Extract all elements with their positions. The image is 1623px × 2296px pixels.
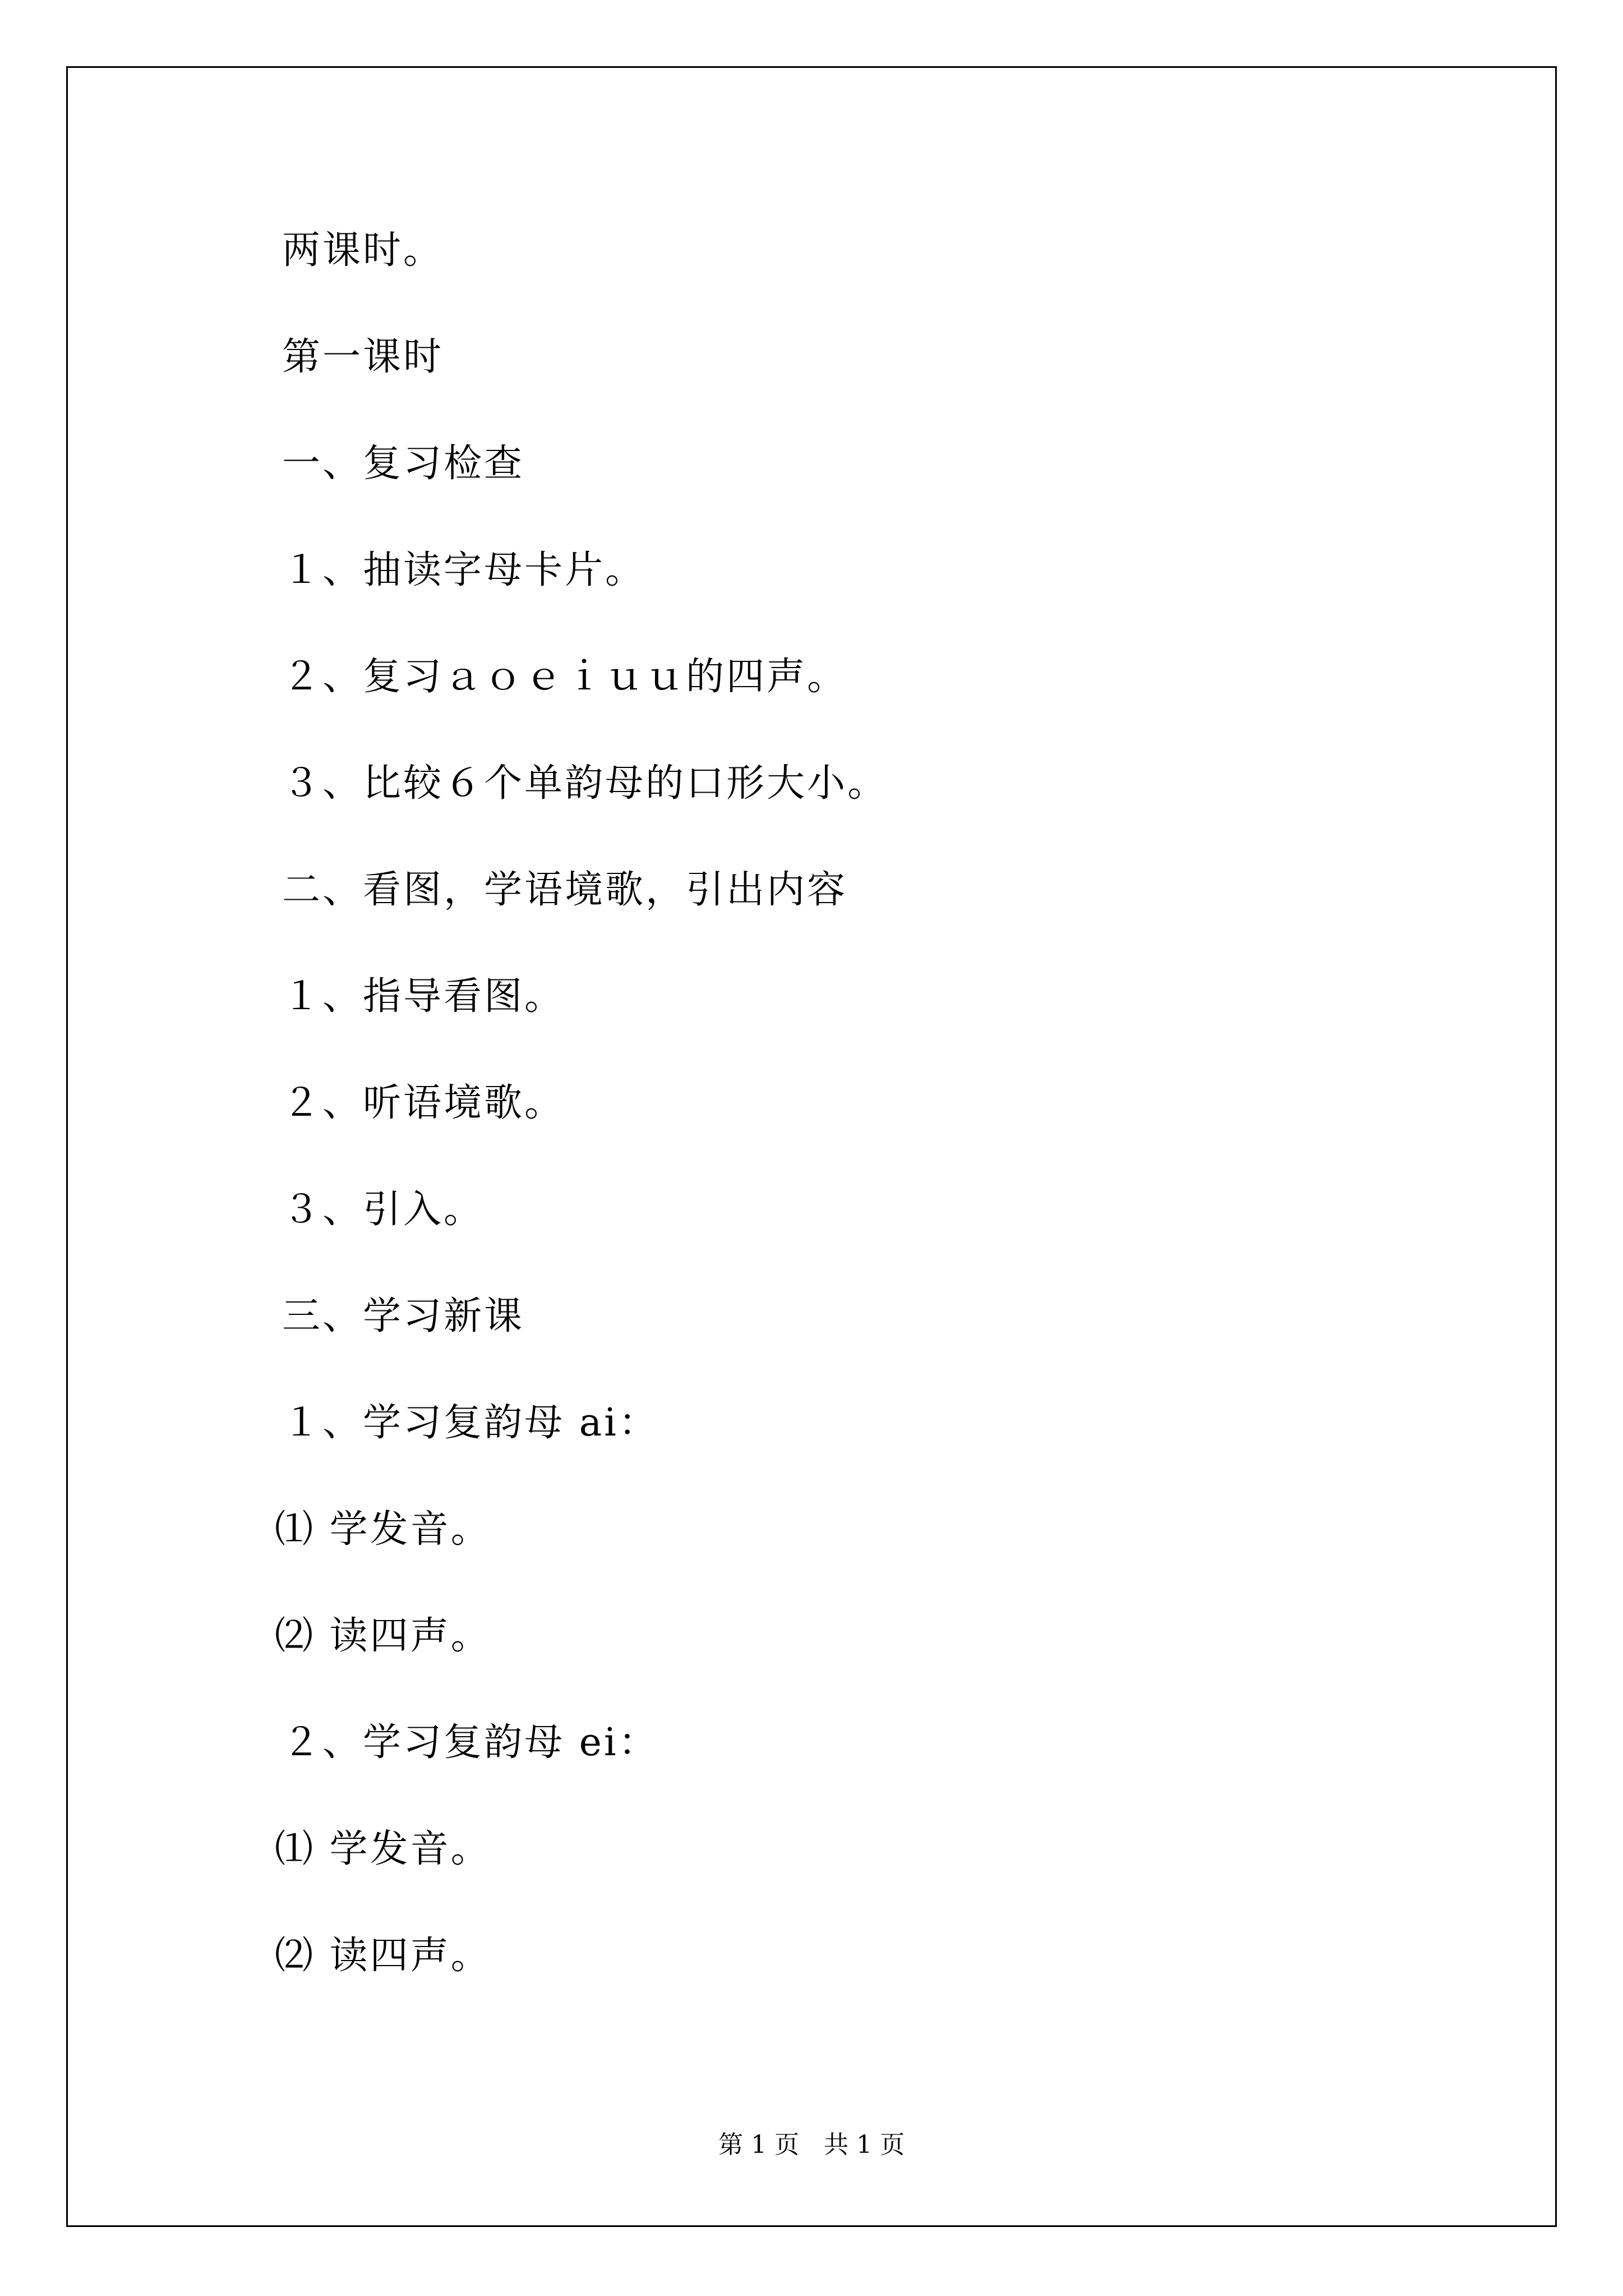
text-line-8: １、指导看图。 <box>282 974 565 1019</box>
text-line-4: １、抽读字母卡片。 <box>282 548 646 592</box>
text-line-10: ３、引入。 <box>282 1188 485 1232</box>
text-line-17: ⑵ 读四声。 <box>275 1934 491 1978</box>
text-line-11: 三、学习新课 <box>282 1294 525 1338</box>
text-line-7: 二、看图，学语境歌，引出内容 <box>282 868 848 912</box>
page-border <box>66 66 1557 2227</box>
text-line-12: １、学习复韵母 ai： <box>282 1401 659 1445</box>
text-line-15: ２、学习复韵母 ei： <box>282 1720 659 1765</box>
text-line-6: ３、比较６个单韵母的口形大小。 <box>282 761 888 806</box>
text-line-13: ⑴ 学发音。 <box>275 1507 491 1552</box>
text-line-2: 第一课时 <box>282 335 444 379</box>
text-line-14: ⑵ 读四声。 <box>275 1614 491 1658</box>
page-footer: 第 1 页 共 1 页 <box>718 2131 905 2159</box>
text-line-16: ⑴ 学发音。 <box>275 1827 491 1871</box>
text-line-1: 两课时。 <box>282 228 444 273</box>
text-line-9: ２、听语境歌。 <box>282 1081 565 1125</box>
text-line-5: ２、复习ａｏｅｉｕｕ的四声。 <box>282 655 848 699</box>
text-line-3: 一、复习检查 <box>282 441 525 486</box>
